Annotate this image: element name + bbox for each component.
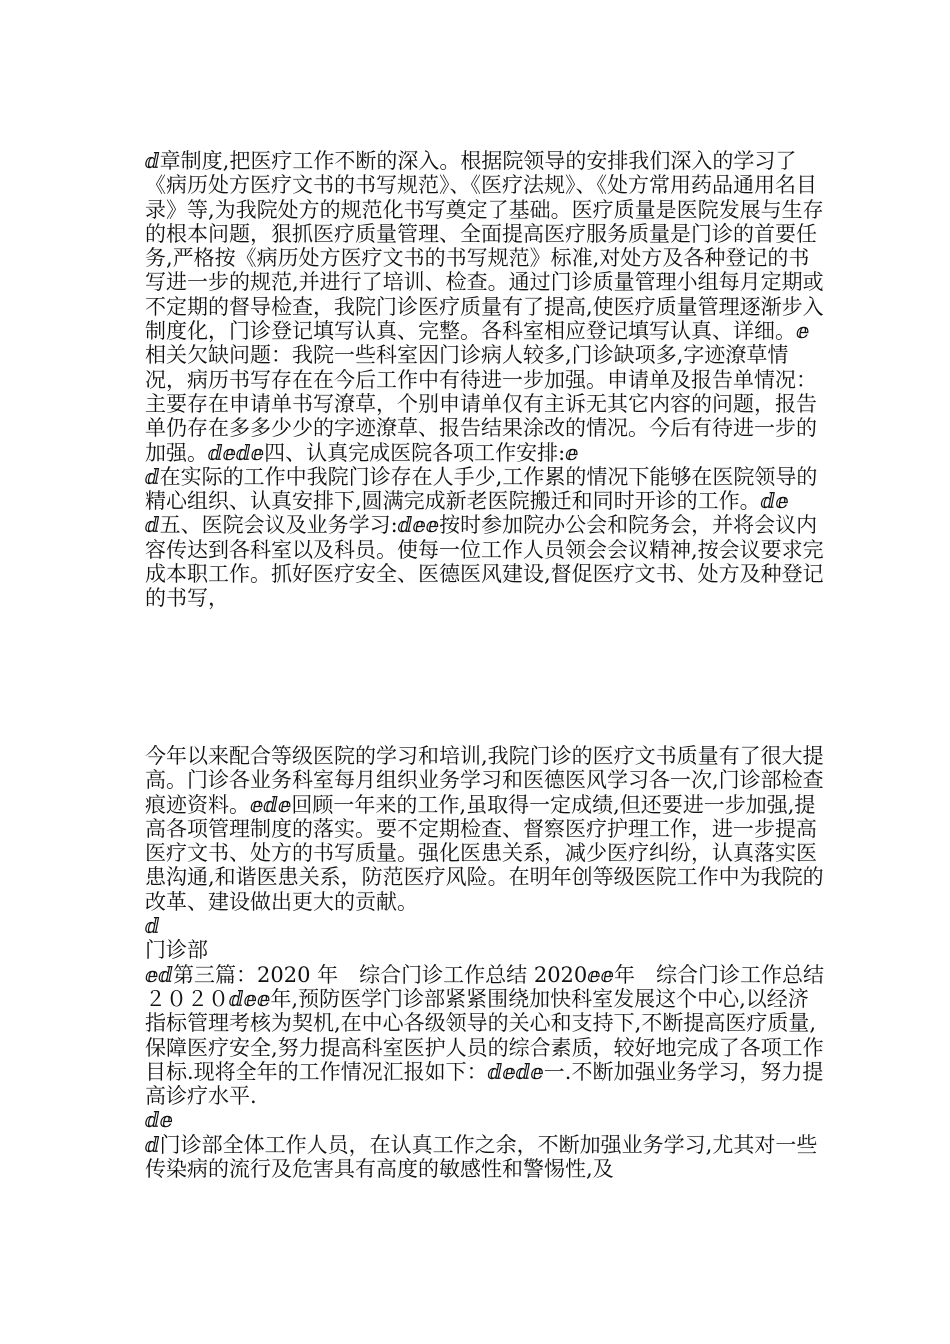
text-section-bottom [145,744,825,1181]
paragraph: 今年以来配合等级医院的学习和培训,我院门诊的医疗文书质量有了很大提高。门诊各业务科室每月组织业务学习和医德医风学习各一次,门诊部检查痕迹资料。ⅇⅆⅇ回顾一年来的工作,虽取得一定成绩,但还要进一步加强,提高各项管理制度的落实。要不定期检查、督察医疗护理工作，进一步提高医疗文书、处方的书写质量。强化医患关系，减少医疗纠纷，认真落实医患沟通,和谐医患关系，防范医疗风险。在明年创等级医院工作中为我院的改革、建设做出更大的贡献。 [145,744,824,914]
paragraph: ⅆ五、医院会议及业务学习:ⅆⅇⅇ按时参加院办公会和院务会，并将会议内容传达到各科室以及科员。使每一位工作人员领会会议精神,按会议要求完成本职工作。抓好医疗安全、医德医风建设,督促医疗文书、处方及种登记的书写， [145,513,824,611]
text-section-top [145,149,825,611]
paragraph: ⅆ门诊部全体工作人员，在认真工作之余，不断加强业务学习,尤其对一些传染病的流行及危害具有高度的敏感性和警惕性,及 [145,1132,818,1182]
paragraph: ⅆ在实际的工作中我院门诊存在人手少,工作累的情况下能够在医院领导的精心组织、认真安排下,圆满完成新老医院搬迁和同时开诊的工作。ⅆⅇ [145,464,818,514]
paragraph-marker: ⅆ [145,914,160,939]
paragraph: ⅇⅆ第三篇：2020 年 综合门诊工作总结 2020ⅇⅇ年 综合门诊工作总结２０２０ⅆⅇⅇ年,预防医学门诊部紧紧围绕加快科室发展这个中心,以经济指标管理考核为契机,在中心各级领导的关心和支持下,不断提高医疗质量,保障医疗安全,努力提高科室医护人员的综合素质，较好地完成了各项工作目标.现将全年的工作情况汇报如下：ⅆⅇⅆⅇ一.不断加强业务学习，努力提高诊疗水平. [145,962,825,1109]
paragraph-marker: ⅆⅇ [145,1108,174,1133]
paragraph: ⅆ章制度,把医疗工作不断的深入。根据院领导的安排我们深入的学习了《病历处方医疗文书的书写规范》、《医疗法规》、《处方常用药品通用名目录》等,为我院处方的规范化书写奠定了基础。医疗质量是医院发展与生存的根本问题，狠抓医疗质量管理、全面提高医疗服务质量是门诊的首要任务,严格按《病历处方医疗文书的书写规范》标准,对处方及各种登记的书写进一步的规范,并进行了培训、检查。通过门诊质量管理小组每月定期或不定期的督导检查，我院门诊医疗质量有了提高,使医疗质量管理逐渐步入制度化，门诊登记填写认真、完整。各科室相应登记填写认真、详细。ⅇ [145,149,824,344]
paragraph: 相关欠缺问题：我院一些科室因门诊病人较多,门诊缺项多,字迹潦草情况，病历书写存在在今后工作中有待进一步加强。申请单及报告单情况：主要存在申请单书写潦草，个别申请单仅有主诉无其它内容的问题，报告单仍存在多多少少的字迹潦草、报告结果涂改的情况。今后有待进一步的加强。ⅆⅇⅆⅇ四、认真完成医院各项工作安排:ⅇ [145,343,817,465]
section-signature: 门诊部 [145,938,208,963]
